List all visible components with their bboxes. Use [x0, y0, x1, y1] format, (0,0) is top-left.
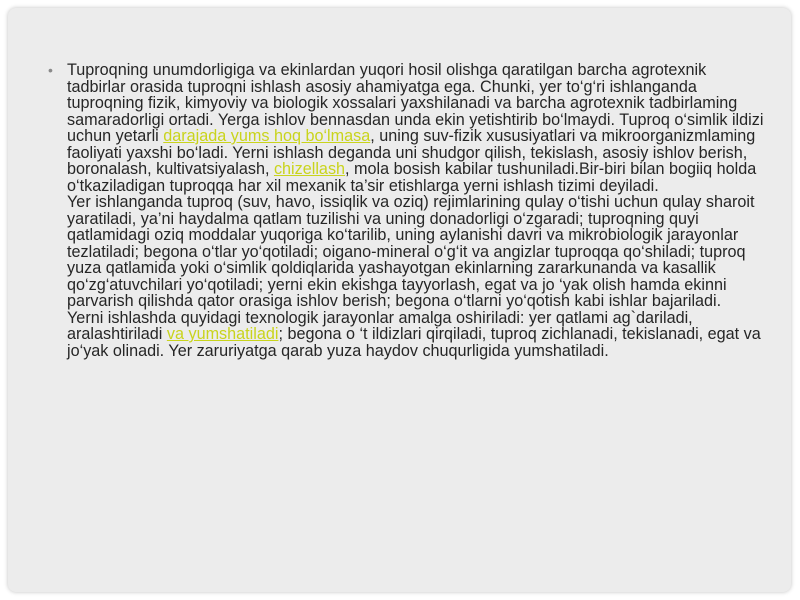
link-yumshoq[interactable]: darajada yums hoq bo‘lmasa	[163, 127, 371, 145]
paragraph-3	[67, 310, 767, 360]
link-chizellash[interactable]: chizellash	[273, 160, 346, 178]
paragraph-3-text-a: Yerni ishlashda quyidagi texnologik jarayonlar amalga oshiriladi: yer qatlami ag`dariladi, aralashtiriladi	[67, 308, 693, 343]
slide-body	[48, 61, 767, 360]
paragraph-1-text-a: Tuproqning unumdorligiga va ekinlardan yuqori hosil olishga qaratilgan barcha agrotexnik tadbirlar orasida tuproqni ishlash asosiy ahamiyatga ega. Chunki, yer to‘g‘ri ishlanganda tuproqning fizik, kimyoviy va biologik xossalari yaxshilanadi va barcha agrotexnik tadbirlaming samaradorligi ortadi. Yerga ishlov bennasdan unda ekin yetishtirib bo‘lmaydi. Tuproq o‘simlik ildizi uchun yetarli	[67, 61, 764, 145]
slide-frame	[8, 8, 791, 592]
paragraph-2: Yer ishlanganda tuproq (suv, havo, issiqlik va oziq) rejimlarining qulay o‘tishi uchun qulay sharoit yaratiladi, ya’ni haydalma qatlam tuzilishi va uning donadorligi o‘zgaradi; tuproqning quyi qatlamidagi oziq moddalar yuqoriga ko‘tarilib, uning aylanishi davri va mikrobiologik jarayonlar tezlatiladi; begona o‘tlar yo‘qotiladi; oigano-mineral o‘g‘it va angizlar tuproqqa qo‘shiladi; tuproq yuza qatlamida yoki o‘simlik qoldiqlarida yashayotgan ekinlarning zararkunanda va kasallik qo‘zg‘atuvchilari yo‘qotiladi; yerni ekin ekishga tayyorlash, egat va jo ‘yak olish hamda ekinni parvarish qilishda qator orasiga ishlov berish; begona o‘tlarni yo‘qotish kabi ishlar bajariladi.	[67, 193, 755, 310]
paragraph-1	[67, 62, 767, 194]
paragraph-1-text-b: , uning suv-fizik xususiyatlari va mikroorganizmlaming faoliyati yaxshi bo‘ladi. Yerni ishlash deganda uni shudgor qilish, tekislash, asosiy ishlov berish, boronalash, kultivatsiyalash,	[67, 127, 756, 178]
link-yumshatiladi[interactable]: va yumshatiladi	[166, 325, 279, 343]
bullet-marker: •	[48, 62, 53, 78]
paragraph-3-text-b: ; begona o ‘t ildizlari qirqiladi, tuproq zichlanadi, tekislanadi, egat va jo‘yak olinadi. Yer zaruriyatga qarab yuza haydov chuqurligida yumshatiladi.	[67, 325, 761, 360]
paragraph-1-text-c: , mola bosish kabilar tushuniladi.Bir-biri bilan bogiiq holda o‘tkaziladigan tuproqqa har xil mexanik ta’sir etishlarga yerni ishlash tizimi deyiladi.	[67, 160, 757, 195]
